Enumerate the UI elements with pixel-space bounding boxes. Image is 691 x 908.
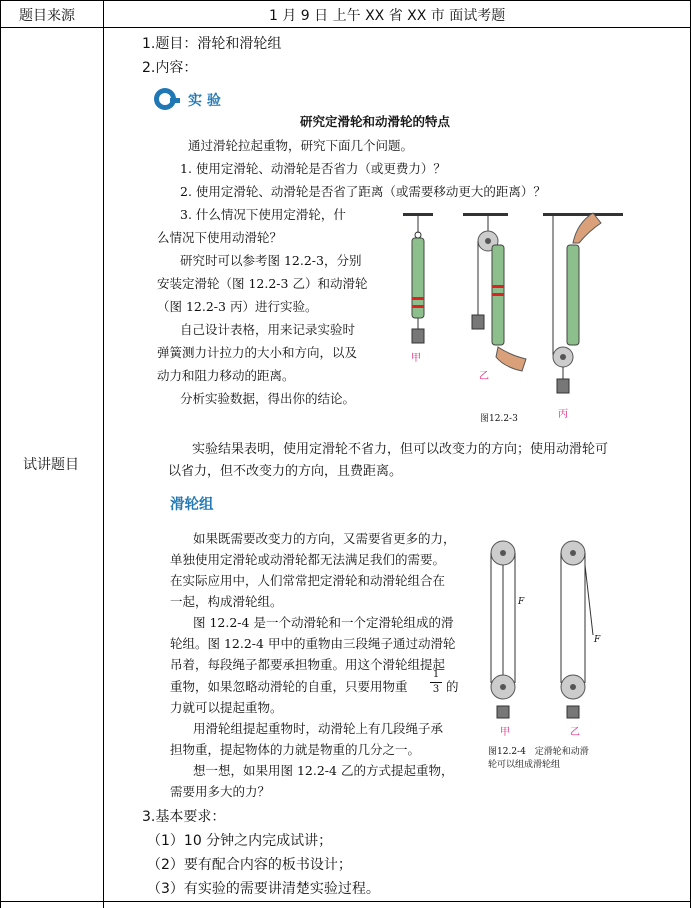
pulley-group-heading: 滑轮组 (170, 496, 214, 513)
pg-line: 重物，如果忽略动滑轮的自重，只要用物重 (170, 679, 408, 694)
item-content: 2.内容： (142, 60, 198, 76)
pg-line: 吊着，每段绳子都要承担物重。用这个滑轮组提起 (170, 657, 446, 672)
item-title: 1.题目：滑轮和滑轮组 (142, 36, 282, 52)
pg-line: 一起，构成滑轮组。 (170, 594, 283, 609)
pg-line: 担物重，提起物体的力就是物重的几分之一。 (170, 742, 421, 757)
fig2-label-yi: 乙 (570, 727, 580, 738)
table-border-top (1, 0, 690, 1)
exp-line: 么情况下使用动滑轮？ (157, 230, 283, 245)
header-row-divider (1, 27, 690, 28)
column-divider (103, 0, 104, 908)
fraction-denominator: 3 (432, 684, 440, 695)
pg-line: 需要用多大的力？ (170, 784, 271, 799)
requirement-item: （3）有实验的需要讲清楚实验过程。 (147, 881, 380, 897)
exp-line: 安装定滑轮（图 12.2-3 乙）和动滑轮 (157, 276, 368, 291)
pg-line: 轮组。图 12.2-4 甲中的重物由三段绳子通过动滑轮 (170, 636, 456, 651)
header-value: 1 月 9 日 上午 XX 省 XX 市 面试考题 (269, 8, 506, 24)
exp-line: 动力和阻力移动的距离。 (157, 368, 295, 383)
row-label: 试讲题目 (23, 457, 79, 473)
pg-line: 单独使用定滑轮或动滑轮都无法满足我们的需要。 (170, 552, 446, 567)
pg-line: 图 12.2-4 是一个动滑轮和一个定滑轮组成的滑 (193, 615, 454, 630)
fig-label-bing: 丙 (558, 409, 568, 420)
exp-line: 通过滑轮拉起重物，研究下面几个问题。 (188, 138, 414, 153)
table-row-divider (1, 901, 690, 902)
exp-line: 1. 使用定滑轮、动滑轮是否省力（或更费力）？ (180, 161, 446, 176)
fig-label-jia: 甲 (411, 353, 421, 364)
requirement-item: （2）要有配合内容的板书设计； (147, 857, 352, 873)
result-line: 以省力，但不改变力的方向，且费距离。 (168, 464, 403, 479)
exp-line: 弹簧测力计拉力的大小和方向，以及 (157, 345, 358, 360)
experiment-title: 研究定滑轮和动滑轮的特点 (300, 114, 451, 129)
pg-line: 的 (446, 679, 459, 694)
fig-caption: 图12.2-3 (480, 414, 518, 424)
fig2-label-jia: 甲 (500, 727, 510, 738)
pg-line: 如果既需要改变力的方向，又需要省更多的力， (193, 531, 456, 546)
fig-label-yi: 乙 (479, 371, 489, 382)
force-label-jia: F (518, 597, 525, 607)
pg-line: 力就可以提起重物。 (170, 700, 283, 715)
fig2-caption-1: 图12.2-4 定滑轮和动滑 (488, 747, 589, 757)
header-label: 题目来源 (19, 8, 75, 24)
pg-line: 用滑轮组提起重物时，动滑轮上有几段绳子承 (193, 721, 444, 736)
fig2-caption-2: 轮可以组成滑轮组 (488, 760, 561, 770)
pg-line: 想一想，如果用图 12.2-4 乙的方式提起重物， (193, 763, 454, 778)
requirement-item: （1）10 分钟之内完成试讲； (147, 833, 333, 849)
exp-line: 2. 使用定滑轮、动滑轮是否省了距离（或需要移动更大的距离）？ (180, 184, 546, 199)
result-line: 实验结果表明，使用定滑轮不省力，但可以改变力的方向；使用动滑轮可 (192, 442, 609, 457)
experiment-badge: 实 验 (188, 93, 221, 109)
exp-line: （图 12.2-3 丙）进行实验。 (157, 299, 318, 314)
figure-12-2-3 (395, 205, 630, 420)
figure-12-2-4 (478, 535, 618, 725)
item-requirements: 3.基本要求： (142, 809, 226, 825)
exp-line: 自己设计表格，用来记录实验时 (180, 322, 356, 337)
pg-line: 在实际应用中，人们常常把定滑轮和动滑轮组合在 (170, 573, 446, 588)
exp-line: 3. 什么情况下使用定滑轮，什 (180, 207, 346, 222)
fraction-numerator: 1 (432, 669, 440, 680)
exp-line: 研究时可以参考图 12.2-3，分别 (180, 253, 362, 268)
experiment-icon (152, 86, 182, 112)
exp-line: 分析实验数据，得出你的结论。 (180, 391, 356, 406)
force-label-yi: F (594, 635, 601, 645)
fraction-bar (430, 682, 442, 683)
